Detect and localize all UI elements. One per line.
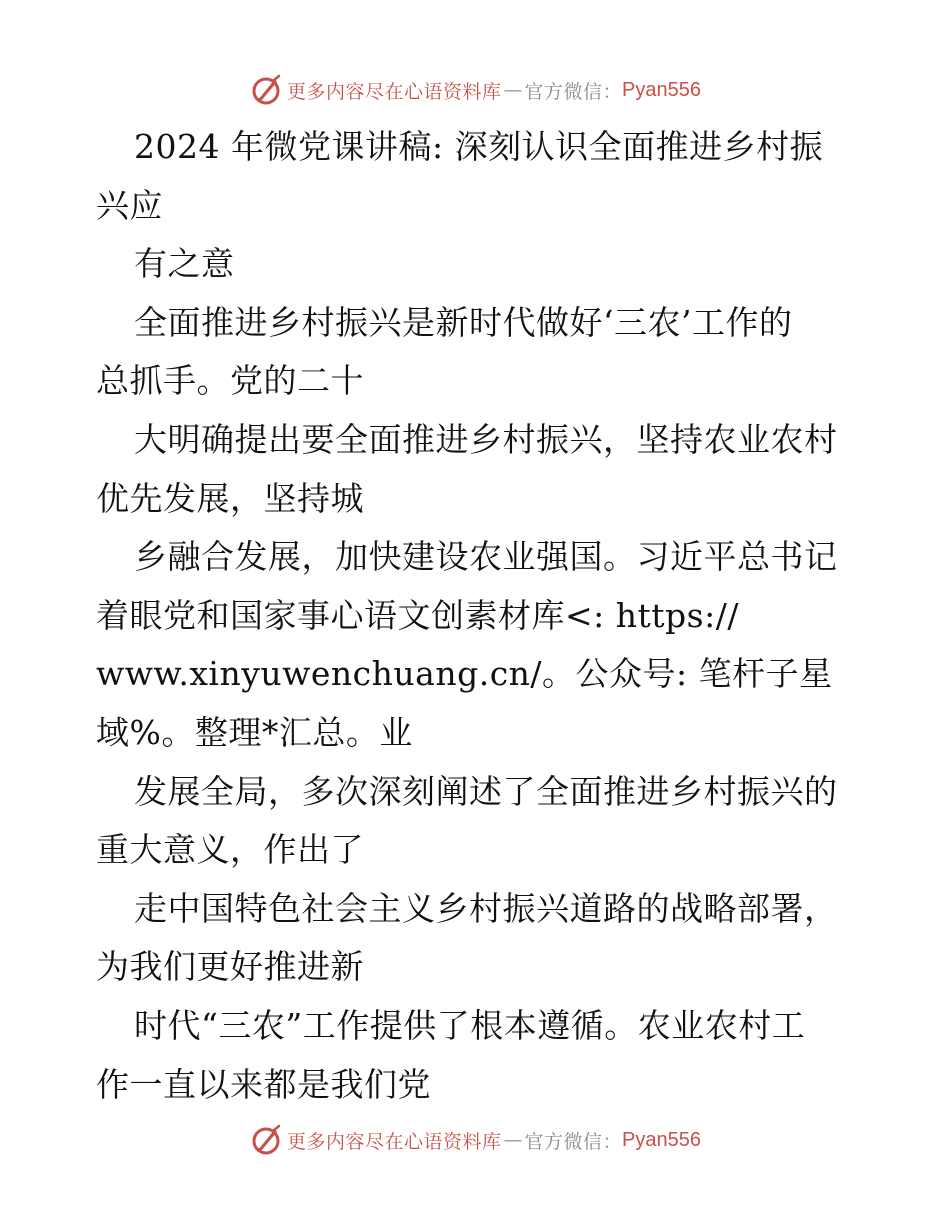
text-line: 优先发展，坚持城 bbox=[96, 478, 364, 518]
header-banner bbox=[0, 70, 950, 110]
quill-logo-icon bbox=[249, 1123, 283, 1157]
text-line: 总抓手。党的二十 bbox=[96, 361, 364, 401]
text-line: 2024 年微党课讲稿: 深刻认识全面推进乡村振 bbox=[134, 127, 824, 166]
text-line: 域%。整理*汇总。业 bbox=[96, 712, 413, 752]
text-line: 乡融合发展，加快建设农业强国。习近平总书记 bbox=[134, 537, 838, 577]
quill-logo-icon bbox=[249, 73, 283, 107]
text-line: 走中国特色社会主义乡村振兴道路的战略部署， bbox=[134, 888, 838, 928]
banner-dash: — bbox=[503, 79, 523, 101]
footer-banner bbox=[0, 1120, 950, 1160]
text-line: 着眼党和国家事心语文创素材库<: https:// bbox=[96, 595, 739, 635]
banner-official-label: 官方微信： bbox=[524, 1130, 623, 1153]
text-line: 发展全局，多次深刻阐述了全面推进乡村振兴的 bbox=[134, 771, 838, 811]
text-line: 重大意义，作出了 bbox=[96, 830, 364, 870]
banner-wechat-id: Pyan556 bbox=[622, 78, 701, 101]
banner-wechat-id: Pyan556 bbox=[622, 1128, 701, 1151]
banner-dash: — bbox=[503, 1129, 523, 1151]
text-line: 作一直以来都是我们党 bbox=[96, 1064, 431, 1104]
banner-site-name: 更多内容尽在心语资料库 bbox=[287, 1130, 502, 1153]
text-line: 大明确提出要全面推进乡村振兴，坚持农业农村 bbox=[134, 419, 838, 459]
text-line: 时代“三农”工作提供了根本遵循。农业农村工 bbox=[134, 1005, 806, 1045]
document-body bbox=[96, 118, 866, 1114]
text-line: 为我们更好推进新 bbox=[96, 947, 364, 987]
text-line: 全面推进乡村振兴是新时代做好‘三农’工作的 bbox=[134, 302, 793, 342]
text-line: 兴应 bbox=[96, 185, 163, 225]
banner-site-name: 更多内容尽在心语资料库 bbox=[287, 80, 502, 103]
banner-official-label: 官方微信： bbox=[524, 80, 623, 103]
text-line: www.xinyuwenchuang.cn/。公众号: 笔杆子星 bbox=[96, 654, 833, 694]
text-line: 有之意 bbox=[134, 244, 235, 284]
